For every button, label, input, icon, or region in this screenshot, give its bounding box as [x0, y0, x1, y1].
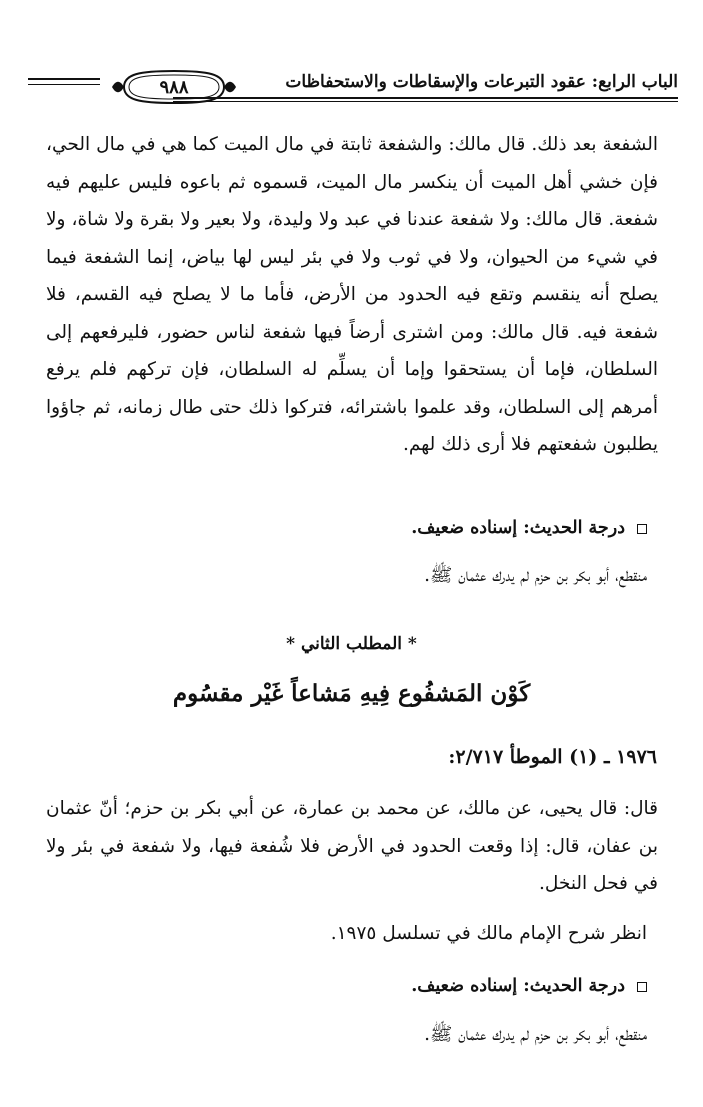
page-header [28, 62, 678, 112]
hadith-grade-1 [411, 518, 647, 538]
grade-text: درجة الحديث: إسناده ضعيف. [411, 518, 625, 538]
hadith-grade-2 [411, 976, 647, 996]
header-rule-thin [173, 101, 678, 102]
header-rule-left [28, 78, 100, 80]
grade-text: درجة الحديث: إسناده ضعيف. [411, 976, 625, 996]
header-rule [173, 97, 678, 99]
page-number: ٩٨٨ [159, 76, 189, 98]
grade-note-2: منقطع، أبو بكر بن حزم لم يدرك عثمان ﷺ. [424, 1024, 647, 1045]
paragraph-malik-shufa: الشفعة بعد ذلك. قال مالك: والشفعة ثابتة في مال الميت كما هي في مال الحي، فإن خشي أهل الميت أن ينكسر مال الميت، قسموه ثم باعوه فليس عليهم فيه شفعة. قال مالك: ولا شفعة عندنا في عبد ولا وليدة، ولا بعير ولا بقرة ولا شاة، ولا في شيء من الحيوان، ولا في ثوب ولا في بئر ليس لها بياض، إنما الشفعة فيما يصلح أنه ينقسم وتقع فيه الحدود من الأرض، فأما ما لا يصلح فيه القسم، فلا شفعة فيه. قال مالك: ومن اشترى أرضاً فيها شفعة لناس حضور، فليرفعهم إلى السلطان، فإما أن يستحقوا وإما أن يسلِّم له السلطان، فإن تركهم فلم يرفع أمرهم إلى السلطان، وقد علموا باشترائه، فتركوا ذلك حتى طال زمانه، ثم جاؤوا يطلبون شفعتهم فلا أرى ذلك لهم. [46, 134, 658, 455]
cross-reference: انظر شرح الإمام مالك في تسلسل ١٩٧٥. [330, 923, 647, 944]
grade-note-1: منقطع، أبو بكر بن حزم لم يدرك عثمان ﷺ. [424, 565, 647, 586]
hadith-number: ١٩٧٦ ـ (١) الموطأ ٢/٧١٧: [448, 746, 657, 768]
header-rule-left-thin [28, 84, 100, 85]
section-subheading: * المطلب الثاني * [286, 634, 417, 654]
hadith-text: قال: قال يحيى، عن مالك، عن محمد بن عمارة، عن أبي بكر بن حزم؛ أنّ عثمان بن عفان، قال: إذا وقعت الحدود في الأرض فلا شُفعة فيها، ولا شفعة في بئر ولا في فحل النخل. [46, 798, 658, 894]
square-bullet-icon [637, 524, 647, 534]
square-bullet-icon [637, 982, 647, 992]
chapter-title: الباب الرابع: عقود التبرعات والإسقاطات والاستحفاظات [285, 72, 678, 92]
section-title: كَوْن المَشفُوع فِيهِ مَشاعاً غَيْر مقسُوم [172, 680, 531, 707]
